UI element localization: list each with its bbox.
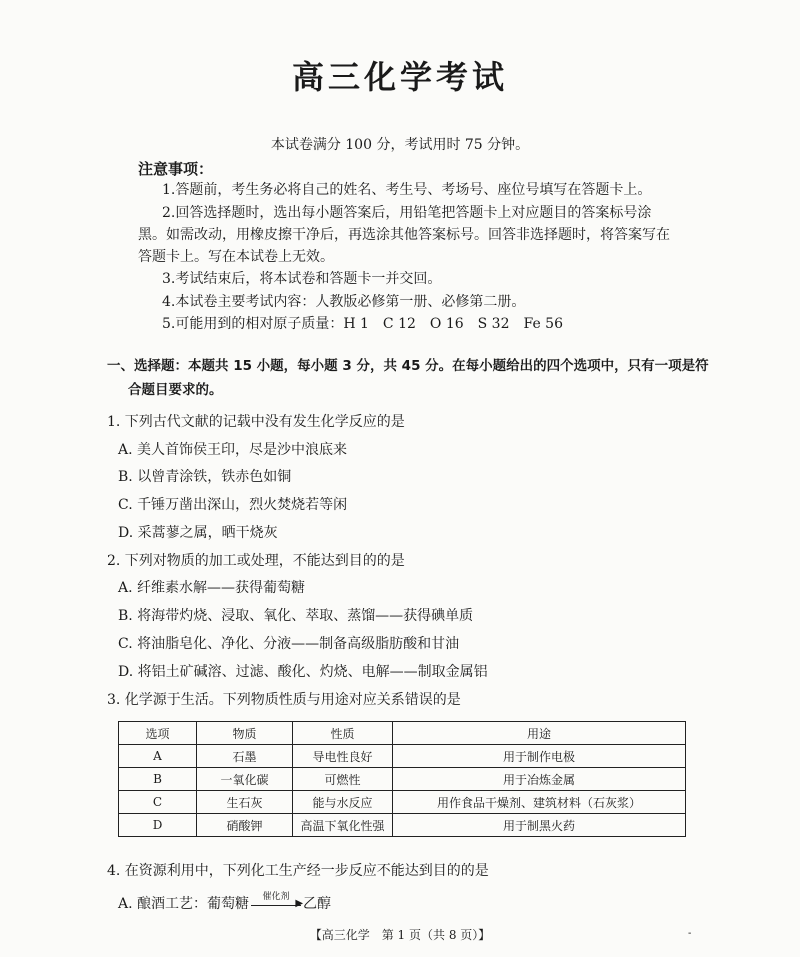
table-cell: 可燃性 [293, 768, 393, 791]
table-header-cell: 性质 [293, 722, 393, 745]
question-2-option-b: B. 将海带灼烧、浸取、氧化、萃取、蒸馏——获得碘单质 [118, 608, 474, 624]
question-2-stem: 2. 下列对物质的加工或处理，不能达到目的的是 [107, 553, 405, 569]
table-cell: 生石灰 [197, 791, 293, 814]
table-row [119, 768, 686, 791]
table-cell: 高温下氧化性强 [293, 814, 393, 837]
table-cell: 用于制黑火药 [393, 814, 686, 837]
notice-line: 3.考试结束后，将本试卷和答题卡一并交回。 [162, 271, 442, 287]
table-header-cell: 物质 [197, 722, 293, 745]
notice-line: 答题卡上。写在本试卷上无效。 [138, 249, 334, 265]
table-row [119, 745, 686, 768]
question-4-stem: 4. 在资源利用中，下列化工生产经一步反应不能达到目的的是 [107, 863, 489, 879]
notice-line: 2.回答选择题时，选出每小题答案后，用铅笔把答题卡上对应题目的答案标号涂 [162, 205, 652, 221]
table-cell: C [119, 791, 197, 814]
table-header-row [119, 722, 686, 745]
table-cell: 石墨 [197, 745, 293, 768]
table-header-cell: 用途 [393, 722, 686, 745]
reaction-arrow: 催化剂 ▶ [251, 903, 301, 906]
table-cell: 用作食品干燥剂、建筑材料（石灰浆） [393, 791, 686, 814]
exam-subtitle: 本试卷满分 100 分，考试用时 75 分钟。 [270, 137, 530, 153]
table-row [119, 814, 686, 837]
notice-line: 4.本试卷主要考试内容：人教版必修第一册、必修第二册。 [162, 294, 526, 310]
reaction-reactant: A. 酿酒工艺：葡萄糖 [118, 896, 250, 912]
question-2-option-a: A. 纤维素水解——获得葡萄糖 [118, 580, 306, 596]
table-cell: A [119, 745, 197, 768]
table-cell: 能与水反应 [293, 791, 393, 814]
table-cell: D [119, 814, 197, 837]
table-cell: B [119, 768, 197, 791]
notice-line: 5.可能用到的相对原子质量：H 1 C 12 O 16 S 32 Fe 56 [162, 316, 563, 332]
question-1-option-c: C. 千锤万凿出深山，烈火焚烧若等闲 [118, 497, 348, 513]
reaction-product: 乙醇 [303, 896, 332, 912]
question-3-table [118, 721, 686, 837]
section-heading-cont: 合题目要求的。 [128, 382, 223, 398]
table-cell: 用于制作电极 [393, 745, 686, 768]
question-1-stem: 1. 下列古代文献的记载中没有发生化学反应的是 [107, 414, 405, 430]
notice-line: 1.答题前，考生务必将自己的姓名、考生号、考场号、座位号填写在答题卡上。 [162, 182, 652, 198]
exam-title: 高三化学考试 [291, 58, 508, 96]
table-cell: 一氧化碳 [197, 768, 293, 791]
section-heading: 一、选择题：本题共 15 小题，每小题 3 分，共 45 分。在每小题给出的四个选项中，只有一项是符 [107, 358, 709, 374]
question-1-option-d: D. 采蒿蓼之属，晒干烧灰 [118, 525, 278, 541]
table-cell: 导电性良好 [293, 745, 393, 768]
question-2-option-c: C. 将油脂皂化、净化、分液——制备高级脂肪酸和甘油 [118, 636, 460, 652]
question-2-option-d: D. 将铝土矿碱溶、过滤、酸化、灼烧、电解——制取金属铝 [118, 664, 488, 680]
corner-mark: - [688, 928, 692, 939]
question-3-stem: 3. 化学源于生活。下列物质性质与用途对应关系错误的是 [107, 692, 461, 708]
question-1-option-a: A. 美人首饰侯王印，尽是沙中浪底来 [118, 442, 348, 458]
question-4-option-a [118, 893, 331, 913]
reaction-condition: 催化剂 [262, 891, 290, 902]
notice-line: 黑。如需改动，用橡皮擦干净后，再选涂其他答案标号。回答非选择题时，将答案写在 [138, 227, 670, 243]
table-row [119, 791, 686, 814]
table-cell: 用于冶炼金属 [393, 768, 686, 791]
table-cell: 硝酸钾 [197, 814, 293, 837]
notice-heading: 注意事项： [138, 160, 214, 178]
question-1-option-b: B. 以曾青涂铁，铁赤色如铜 [118, 469, 292, 485]
page-footer: 【高三化学 第 1 页（共 8 页）】 [309, 928, 491, 942]
table-header-cell: 选项 [119, 722, 197, 745]
